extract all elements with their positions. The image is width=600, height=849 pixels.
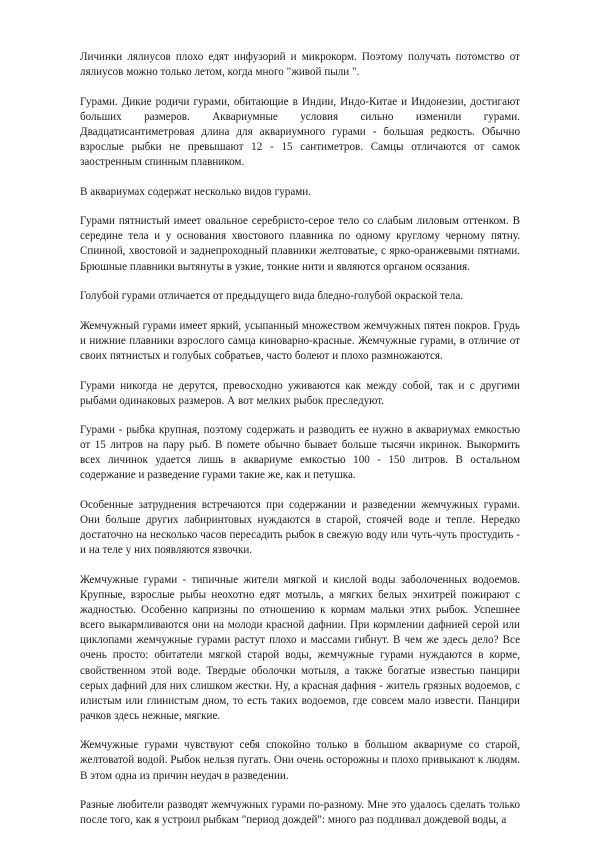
paragraph-temperament: Гурами никогда не дерутся, превосходно уживаются как между собой, так и с другими рыбами одинаковых размеров. А вот мелких рыбок преследуют. [80,379,520,407]
paragraph-pearl-gourami-difficulties: Особенные затруднения встречаются при содержании и разведении жемчужных гурами. Они больше других лабиринтовых нуждаются в старой, стоячей воде и тепле. Нередко достаточно на несколько часов пересадить рыбок в свежую воду или чуть-чуть простудить - и на теле у них появляются язвочки. [80,499,520,557]
paragraph-tank-size-breeding: Гурами - рыбка крупная, поэтому содержать и разводить ее нужно в аквариумах емкостью от 15 литров на пару рыб. В помете обычно бывает больше тысячи икринок. Выкормить всех личинок удается лишь в аквариуме емкостью 100 - 150 литров. В остальном содержание и разведение гурами такие же, как и петушка. [80,424,520,482]
paragraph-breeding-methods: Разные любители разводят жемчужных гурами по-разному. Мне это удалось сделать только после того, как я устроил рыбкам "период дождей": много раз подливал дождевой воды, а [80,799,520,827]
paragraph-pearl-gourami: Жемчужный гурами имеет яркий, усыпанный множеством жемчужных пятен покров. Грудь и нижние плавники взрослого самца киноварно-красные. Жемчужные гурами, в отличие от своих пятнистых и голубых собратьев, часто болеют и плохо размножаются. [80,319,520,362]
paragraph-blue-gourami: Голубой гурами отличается от предыдущего вида бледно-голубой окраской тела. [80,290,464,303]
paragraph-pearl-gourami-behavior: Жемчужные гурами чувствуют себя спокойно только в большом аквариуме со старой, желтоватой водой. Рыбок нельзя пугать. Они очень осторожны и плохо привыкают к людям. В этом одна из причин неудач в разведении. [80,739,520,782]
paragraph-pearl-gourami-feeding: Жемчужные гурами - типичные жители мягкой и кислой воды заболоченных водоемов. Крупные, взрослые рыбы неохотно едят мотыль, а мягких белых энхитрей пожирают с жадностью. Особенно капризны по отношению к кормам мальки этих рыбок. Успешнее всего выкармливаются они на молоди красной дафнии. При кормлении дафнией серой или циклопами жемчужные гурами растут плохо и массами гибнут. В чем же здесь дело? Все очень просто: обитатели мягкой старой воды, жемчужные гурами нуждаются в корме, свойственном этой воде. Твердые оболочки мотыля, а также богатые известью панцири серых дафний для них слишком жестки. Ну, а красная дафния - житель грязных водоемов, с илистым или глинистым дном, то есть таких водоемов, где совсем мало извести. Панцири рачков здесь нежные, мягкие. [80,573,520,722]
paragraph-gourami-wild-relatives: Гурами. Дикие родичи гурами, обитающие в Индии, Индо-Китае и Индонезии, достигают больших размеров. Аквариумные условия сильно изменили гурами. Двадцатисантиметровая длина для аквариумного гурами - большая редкость. Обычно взрослые рыбки не превышают 12 - 15 сантиметров. Самцы отличаются от самок заостренным спинным плавником. [80,95,520,169]
paragraph-spotted-gourami: Гурами пятнистый имеет овальное серебристо-серое тело со слабым лиловым оттенком. В середине тела и у основания хвостового плавника по одному круглому черному пятну. Спинной, хвостовой и заднепроходный плавники желтоватые, с ярко-оранжевыми пятнами. Брюшные плавники вытянуты в узкие, тонкие нити и являются органом осязания. [80,215,520,273]
paragraph-larvae-lalius: Личинки лялиусов плохо едят инфузорий и микрокорм. Поэтому получать потомство от лялиусов можно только летом, когда много "живой пыли ". [80,51,520,79]
document-body-text [80,50,520,828]
paragraph-species-count: В аквариумах содержат несколько видов гурами. [80,185,311,198]
